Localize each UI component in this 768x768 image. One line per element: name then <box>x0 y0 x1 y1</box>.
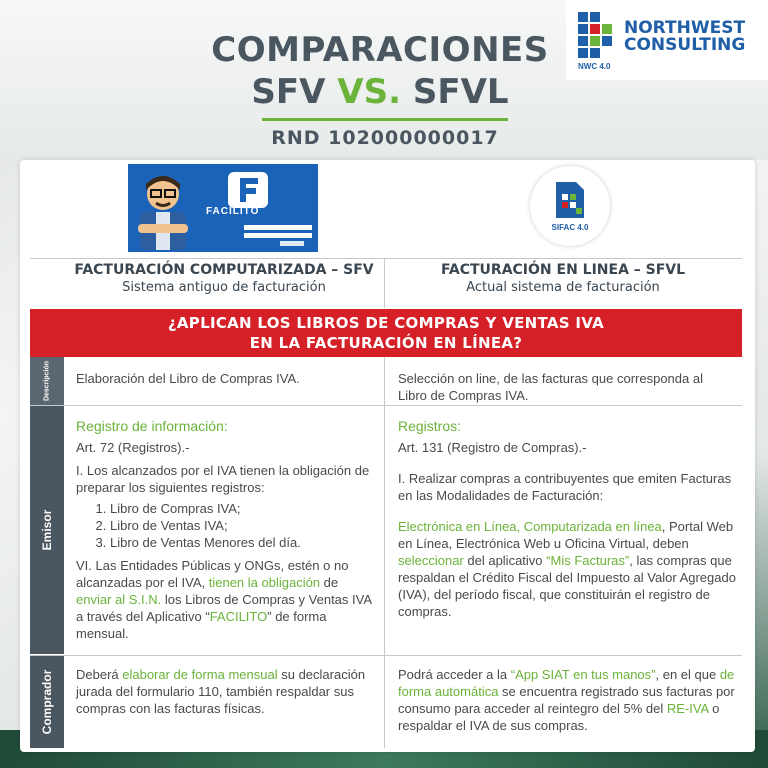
title-line1: COMPARACIONES <box>211 30 549 70</box>
sifac-logo-icon <box>552 180 588 220</box>
facilito-login-form <box>220 222 312 248</box>
title-vs: VS. <box>337 72 402 112</box>
emisor-sfv: Registro de información: Art. 72 (Registros).- I. Los alcanzados por el IVA tienen la obligación de preparar los siguientes registros: 1. Libro de Compras IVA; 2. Libro de Ventas IVA; 3. Libro de Ventas Menores del día. VI. Las Entidades Públicas y ONGs, estén o no alcanzadas por el IVA, tienen la obligación de enviar al S.I.N. los Libros de Compras y Ventas IVA a través del Aplicativo “FACILITO” de forma mensual. <box>76 418 376 642</box>
brand-logo-icon <box>578 10 614 60</box>
title-sfv: SFV <box>251 72 326 112</box>
comprador-sfv: Deberá elaborar de forma mensual su declaración jurada del formulario 110, también respaldar sus compras con las facturas físicas. <box>76 667 366 716</box>
brand-name: NORTHWEST CONSULTING <box>624 18 746 55</box>
row-divider <box>30 405 742 406</box>
sifac-logo <box>530 166 610 246</box>
emisor-sfvl: Registros: Art. 131 (Registro de Compras).- I. Realizar compras a contribuyentes que emiten Facturas en las Modalidades de Facturación: Electrónica en Línea, Computarizada en línea, Portal Web en Línea, Electrónica Web u Oficina Virtual, deben seleccionar del aplicativo “Mis Facturas”, las compras que respaldan el Crédito Fiscal del Impuesto al Valor Agregado (IVA), del período fiscal, que constituirán el registro de compras. <box>398 418 736 619</box>
row-label-emisor: Emisor <box>30 406 64 654</box>
list-item: 2. Libro de Ventas IVA; <box>110 517 376 534</box>
rnd-code: RND 102000000017 <box>271 127 499 149</box>
column-header-sfv: FACTURACIÓN COMPUTARIZADA – SFV Sistema antiguo de facturación <box>74 262 374 295</box>
column-divider <box>384 357 385 748</box>
paragraph-vi: VI. Las Entidades Públicas y ONGs, estén o no alcanzadas por el IVA, tienen la obligación de enviar al S.I.N. los Libros de Compras y Ventas IVA a través del Aplicativo “FACILITO” de forma mensual. <box>76 558 372 641</box>
title-underline <box>262 118 508 121</box>
facilito-image <box>128 164 318 252</box>
registros-list <box>110 500 376 551</box>
list-item: 3. Libro de Ventas Menores del día. <box>110 534 376 551</box>
column-header-sfvl: FACTURACIÓN EN LINEA – SFVL Actual sistema de facturación <box>440 262 686 295</box>
title-sfvl: SFVL <box>412 72 509 112</box>
row-label-comprador: Comprador <box>30 656 64 748</box>
list-item: 1. Libro de Compras IVA; <box>110 500 376 517</box>
facilito-logo-icon <box>228 172 268 208</box>
descripcion-sfv: Elaboración del Libro de Compras IVA. <box>76 371 300 386</box>
descripcion-sfvl: Selección on line, de las facturas que corresponda al Libro de Compras IVA. <box>398 371 703 403</box>
title-line2 <box>150 72 610 112</box>
table-top-line <box>30 258 742 259</box>
row-divider <box>30 655 742 656</box>
paragraph-modalidades: Electrónica en Línea, Computarizada en línea, Portal Web en Línea, Electrónica Web u Oficina Virtual, deben seleccionar del aplicativo “Mis Facturas”, las compras que respaldan el Crédito Fiscal del Impuesto al Valor Agregado (IVA), del período fiscal, que constituirán el registro de compras. <box>398 519 736 619</box>
page-title <box>150 30 610 112</box>
brand-logo <box>566 0 768 80</box>
brand-tag: NWC 4.0 <box>578 62 611 71</box>
header-divider <box>384 258 385 308</box>
comprador-sfvl: Podrá acceder a la “App SIAT en tus manos”, en el que de forma automática se encuentra registrado sus facturas por consumo para acceder al reintegro del 5% del RE-IVA o respaldar el IVA de sus compras. <box>398 667 735 733</box>
question-banner: ¿APLICAN LOS LIBROS DE COMPRAS Y VENTAS IVA EN LA FACTURACIÓN EN LÍNEA? <box>30 309 742 357</box>
facilito-character-icon <box>132 170 194 250</box>
row-label-descripcion: Descripción <box>30 357 64 405</box>
facilito-label: FACILITO <box>206 206 260 217</box>
sifac-label: SIFAC 4.0 <box>551 223 589 232</box>
